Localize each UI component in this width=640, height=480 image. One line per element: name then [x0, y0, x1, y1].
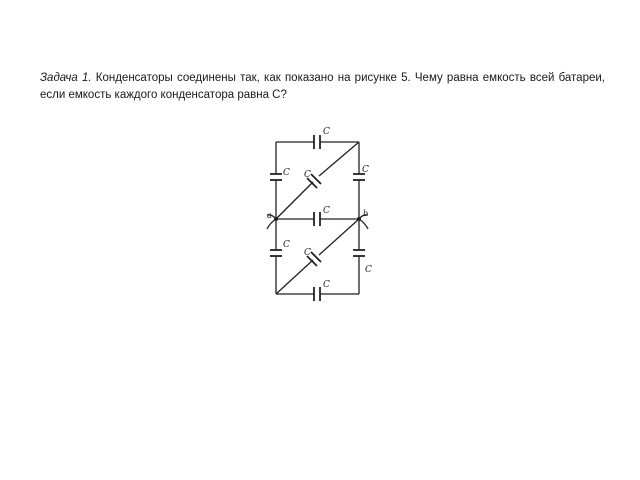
node-b-dot: [357, 217, 361, 221]
label-c-middle: C: [323, 206, 330, 216]
node-a-dot: [274, 217, 278, 221]
task-question: Конденсаторы соединены так, как показано на рисунке 5. Чему равна емкость всей батареи, если емкость каждого конденсатора равна С?: [40, 72, 605, 101]
label-node-a: a: [267, 211, 272, 220]
wire-diag-upper-2: [319, 142, 359, 176]
wire-diag-lower-1: [276, 260, 313, 294]
label-node-b: b: [363, 209, 369, 218]
task-text: [40, 70, 605, 104]
label-c-right-lower: C: [365, 265, 372, 275]
wire-diag-upper-1: [276, 182, 313, 219]
label-c-right-upper: C: [362, 165, 369, 175]
circuit-svg: [262, 122, 382, 308]
label-c-diag-lower: C: [304, 248, 311, 258]
label-c-bottom: C: [323, 280, 330, 290]
task-number: Задача 1.: [40, 72, 92, 84]
terminal-a-lead: [267, 219, 276, 229]
label-c-top: C: [323, 127, 330, 137]
terminal-b-lead: [359, 219, 368, 229]
label-c-diag-upper: C: [304, 170, 311, 180]
capacitor-circuit-diagram: [262, 122, 382, 308]
label-c-left-lower: C: [283, 240, 290, 250]
label-c-left-upper: C: [283, 168, 290, 178]
